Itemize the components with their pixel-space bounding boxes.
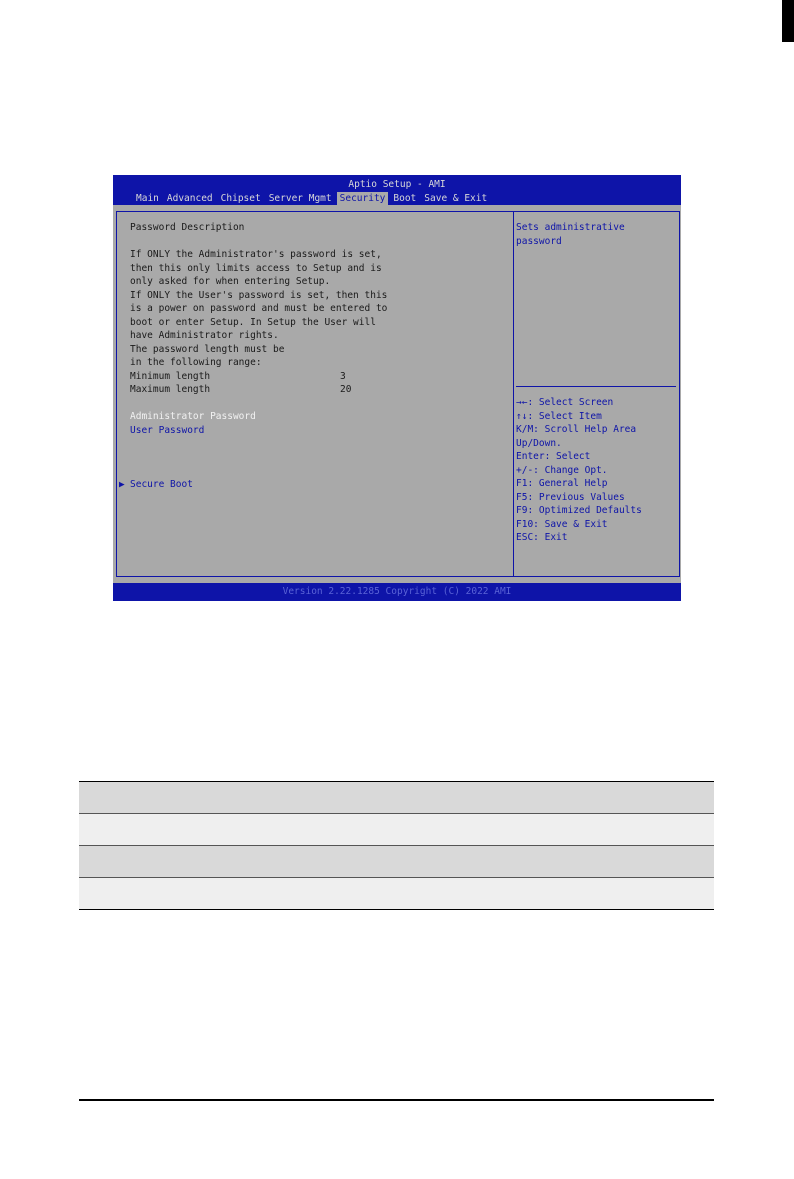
bios-screenshot <box>113 175 681 601</box>
description-line: have Administrator rights. <box>130 330 279 341</box>
description-line: If ONLY the Administrator's password is set, <box>130 249 382 260</box>
user-password-item[interactable]: User Password <box>130 424 205 436</box>
description-line: If ONLY the User's password is set, then this <box>130 289 388 301</box>
page-edge-tab <box>782 0 794 42</box>
title-bar <box>113 175 681 205</box>
tab-chipset[interactable]: Chipset <box>220 193 261 204</box>
administrator-password-item[interactable]: Administrator Password <box>130 411 256 422</box>
key-help-line: ↑↓: Select Item <box>516 410 602 422</box>
tab-server-mgmt[interactable]: Server Mgmt <box>268 193 332 204</box>
help-text-line: Sets administrative <box>516 222 625 233</box>
version-bar <box>113 583 681 601</box>
description-line: in the following range: <box>130 357 262 368</box>
description-line: boot or enter Setup. In Setup the User will <box>130 316 376 328</box>
description-line: then this only limits access to Setup and is <box>130 262 382 274</box>
max-length-label: Maximum length <box>130 384 211 395</box>
key-help-line: Up/Down. <box>516 437 562 449</box>
tab-advanced[interactable]: Advanced <box>166 193 213 204</box>
min-length-value: 3 <box>340 370 346 382</box>
table-row <box>79 814 714 846</box>
table-row <box>79 782 714 814</box>
submenu-arrow-icon: ▶ <box>119 478 125 490</box>
key-help-line: +/-: Change Opt. <box>516 464 608 476</box>
key-help-line: K/M: Scroll Help Area <box>516 424 637 435</box>
help-text-line: password <box>516 235 562 247</box>
help-panel <box>513 211 680 577</box>
tab-security[interactable]: Security <box>337 192 389 205</box>
bios-title: Aptio Setup - AMI <box>348 179 446 190</box>
table-row <box>79 878 714 909</box>
table-row <box>79 846 714 878</box>
key-help-line: ESC: Exit <box>516 532 568 543</box>
version-text: Version 2.22.1285 Copyright (C) 2022 AMI <box>282 586 512 597</box>
key-help-line: F9: Optimized Defaults <box>516 505 642 516</box>
parameter-table <box>79 781 714 910</box>
description-line: is a power on password and must be entered to <box>130 303 388 314</box>
key-help-line: F1: General Help <box>516 478 608 489</box>
min-length-label: Minimum length <box>130 370 211 382</box>
key-help-line: F5: Previous Values <box>516 491 625 503</box>
max-length-value: 20 <box>340 384 352 395</box>
menu-bar <box>133 192 492 205</box>
page-footer-rule <box>79 1099 714 1101</box>
key-help-line: F10: Save & Exit <box>516 518 608 530</box>
settings-panel <box>116 211 514 577</box>
tab-save-exit[interactable]: Save & Exit <box>424 193 488 204</box>
description-line: Password Description <box>130 222 245 233</box>
tab-boot[interactable]: Boot <box>393 193 417 204</box>
tab-main[interactable]: Main <box>136 193 159 204</box>
description-line: only asked for when entering Setup. <box>130 276 331 287</box>
key-help-line: Enter: Select <box>516 451 591 462</box>
key-help-line: →←: Select Screen <box>516 397 614 408</box>
help-divider <box>516 386 676 387</box>
secure-boot-item[interactable]: Secure Boot <box>130 478 193 490</box>
description-line: The password length must be <box>130 343 285 355</box>
